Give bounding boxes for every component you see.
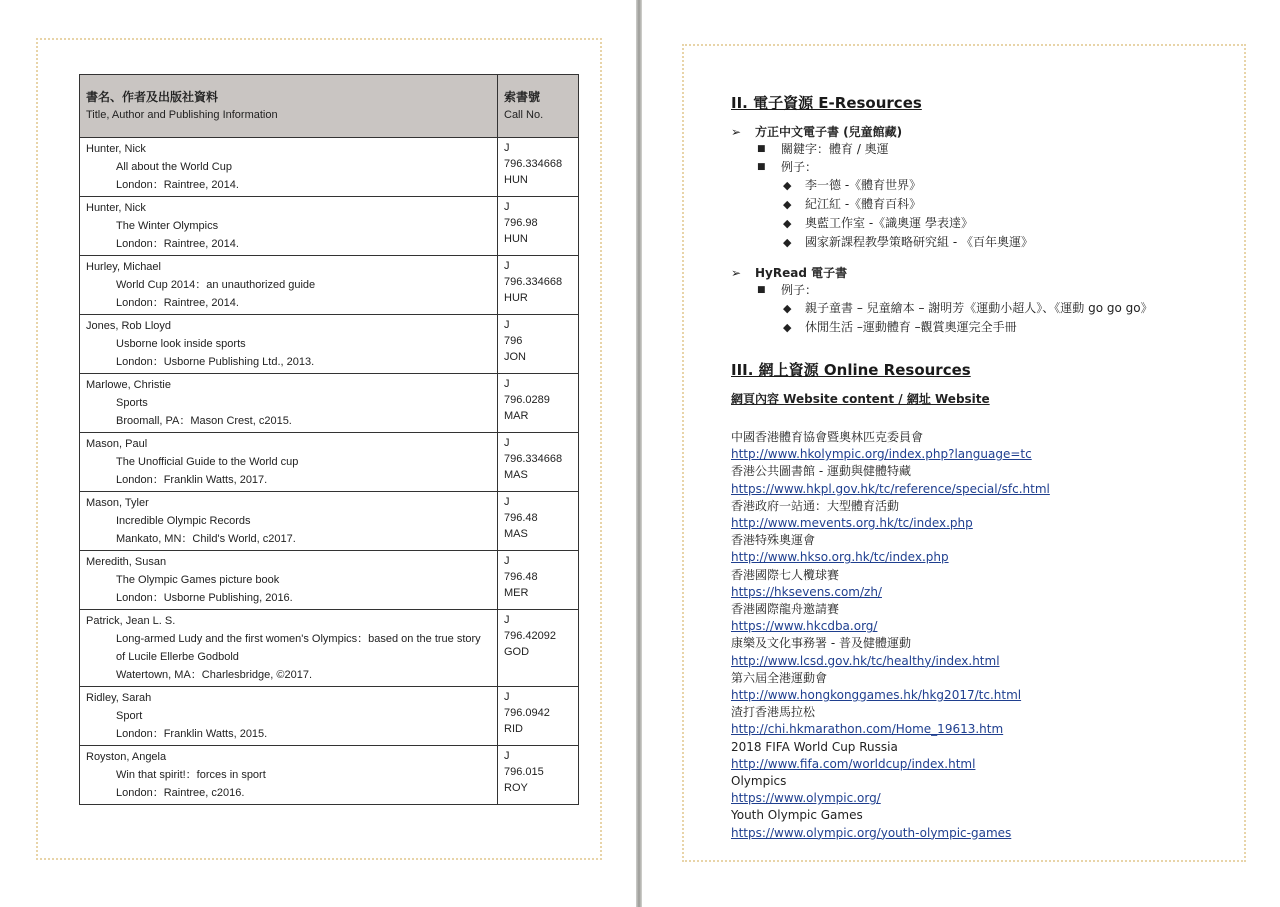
book-info-cell bbox=[80, 197, 498, 256]
website-columns-heading: 網頁內容 Website content / 網址 Website bbox=[731, 392, 990, 406]
fz-ebook-label: 方正中文電子書 (兒童館藏) bbox=[755, 125, 903, 139]
book-author: Hunter, Nick bbox=[86, 143, 146, 155]
website-link[interactable]: https://www.hkpl.gov.hk/tc/reference/special/sfc.html bbox=[731, 481, 1050, 496]
call-number-line: 796.334668 bbox=[504, 158, 563, 170]
right-page-content bbox=[731, 92, 1231, 842]
call-number-line: J bbox=[504, 437, 510, 449]
website-list bbox=[731, 429, 1231, 842]
book-title: The Olympic Games picture book bbox=[116, 574, 280, 586]
website-link[interactable]: https://www.hkcdba.org/ bbox=[731, 619, 878, 634]
title-header-en: Title, Author and Publishing Information bbox=[86, 109, 278, 121]
book-info-cell bbox=[80, 315, 498, 374]
table-row bbox=[80, 197, 579, 256]
call-column-header bbox=[498, 75, 579, 138]
book-publisher: Mankato, MN：Child's World, c2017. bbox=[116, 533, 296, 545]
table-row bbox=[80, 687, 579, 746]
call-number-line: 796.0289 bbox=[504, 394, 550, 406]
book-title: All about the World Cup bbox=[116, 161, 232, 173]
call-number-line: MAS bbox=[504, 528, 528, 540]
call-number-cell bbox=[498, 256, 579, 315]
book-publisher: London：Franklin Watts, 2015. bbox=[116, 728, 268, 740]
diamond-bullet-icon: ◆ bbox=[783, 302, 792, 315]
call-number-line: 796.015 bbox=[504, 766, 544, 778]
table-header-row bbox=[80, 75, 579, 138]
square-bullet-icon: ■ bbox=[757, 144, 766, 154]
book-info-cell bbox=[80, 138, 498, 197]
hyread-example-label: 例子： bbox=[781, 283, 818, 297]
fz-example-item bbox=[783, 214, 1231, 233]
book-publisher: Broomall, PA：Mason Crest, c2015. bbox=[116, 415, 292, 427]
website-name: 香港公共圖書館 - 運動與健體特藏 bbox=[731, 464, 911, 479]
book-info-cell bbox=[80, 433, 498, 492]
book-publisher: Watertown, MA：Charlesbridge, ©2017. bbox=[116, 669, 313, 681]
book-author: Hurley, Michael bbox=[86, 261, 161, 273]
call-number-line: 796.48 bbox=[504, 571, 538, 583]
book-publisher: London：Raintree, 2014. bbox=[116, 179, 239, 191]
title-header-zh: 書名、作者及出版社資料 bbox=[86, 90, 219, 104]
call-number-line: J bbox=[504, 319, 510, 331]
website-link[interactable]: http://chi.hkmarathon.com/Home_19613.htm bbox=[731, 722, 1004, 737]
hyread-example-item bbox=[783, 299, 1231, 318]
hyread-example-label-item bbox=[757, 281, 1231, 299]
call-number-line: GOD bbox=[504, 646, 530, 658]
website-link[interactable]: https://hksevens.com/zh/ bbox=[731, 584, 882, 599]
book-author: Marlowe, Christie bbox=[86, 379, 171, 391]
website-name: 香港政府一站通：大型體育活動 bbox=[731, 498, 900, 513]
book-title: Usborne look inside sports bbox=[116, 338, 246, 350]
call-number-line: J bbox=[504, 201, 510, 213]
call-number-line: HUR bbox=[504, 292, 528, 304]
diamond-bullet-icon: ◆ bbox=[783, 198, 792, 211]
book-publisher: London：Raintree, c2016. bbox=[116, 787, 245, 799]
call-number-cell bbox=[498, 374, 579, 433]
fz-example-text: 國家新課程教學策略研究組 - 《百年奧運》 bbox=[805, 235, 1033, 249]
book-author: Mason, Tyler bbox=[86, 497, 149, 509]
diamond-bullet-icon: ◆ bbox=[783, 217, 792, 230]
call-number-line: 796.0942 bbox=[504, 707, 550, 719]
website-name: 2018 FIFA World Cup Russia bbox=[731, 739, 898, 754]
call-number-line: 796.48 bbox=[504, 512, 538, 524]
book-title: Sports bbox=[116, 397, 148, 409]
title-column-header bbox=[80, 75, 498, 138]
diamond-bullet-icon: ◆ bbox=[783, 236, 792, 249]
call-number-line: 796.42092 bbox=[504, 630, 556, 642]
book-title: World Cup 2014：an unauthorized guide bbox=[116, 279, 316, 291]
hyread-example-text: 親子童書 – 兒童繪本 – 謝明芳《運動小超人》、《運動 go go go》 bbox=[805, 301, 1153, 315]
call-number-line: HUN bbox=[504, 233, 528, 245]
table-row bbox=[80, 138, 579, 197]
website-link[interactable]: http://www.hkso.org.hk/tc/index.php bbox=[731, 550, 949, 565]
book-info-cell bbox=[80, 256, 498, 315]
book-publisher: London：Usborne Publishing Ltd., 2013. bbox=[116, 356, 315, 368]
book-rows bbox=[80, 138, 579, 805]
call-number-cell bbox=[498, 687, 579, 746]
fz-example-item bbox=[783, 176, 1231, 195]
call-number-line: MAS bbox=[504, 469, 528, 481]
call-number-line: 796.334668 bbox=[504, 453, 563, 465]
call-number-line: 796.98 bbox=[504, 217, 538, 229]
hyread-ebook-label: HyRead 電子書 bbox=[755, 266, 848, 280]
call-header-zh: 索書號 bbox=[504, 90, 541, 104]
hyread-example-item bbox=[783, 318, 1231, 337]
call-header-en: Call No. bbox=[504, 109, 544, 121]
book-title: Sport bbox=[116, 710, 143, 722]
website-link[interactable]: https://www.olympic.org/ bbox=[731, 791, 881, 806]
call-number-line: J bbox=[504, 260, 510, 272]
call-number-line: J bbox=[504, 555, 510, 567]
call-number-cell bbox=[498, 315, 579, 374]
book-author: Patrick, Jean L. S. bbox=[86, 615, 176, 627]
call-number-line: J bbox=[504, 496, 510, 508]
website-name: Youth Olympic Games bbox=[731, 808, 863, 823]
book-author: Jones, Rob Lloyd bbox=[86, 320, 171, 332]
table-row bbox=[80, 746, 579, 805]
table-row bbox=[80, 256, 579, 315]
hyread-example-text: 休閒生活 –運動體育 –觀賞奧運完全手冊 bbox=[805, 320, 1017, 334]
book-title: The Unofficial Guide to the World cup bbox=[116, 456, 299, 468]
website-name: 香港特殊奧運會 bbox=[731, 533, 816, 548]
call-number-cell bbox=[498, 551, 579, 610]
website-name: 渣打香港馬拉松 bbox=[731, 705, 816, 720]
website-link[interactable]: http://www.hongkonggames.hk/hkg2017/tc.html bbox=[731, 688, 1022, 703]
table-row bbox=[80, 551, 579, 610]
table-row bbox=[80, 433, 579, 492]
book-author: Mason, Paul bbox=[86, 438, 148, 450]
website-link[interactable]: http://www.hkolympic.org/index.php?language=tc bbox=[731, 447, 1032, 462]
call-number-cell bbox=[498, 746, 579, 805]
table-row bbox=[80, 492, 579, 551]
website-name: 第六屆全港運動會 bbox=[731, 670, 828, 685]
fz-example-item bbox=[783, 233, 1231, 252]
call-number-line: 796.334668 bbox=[504, 276, 563, 288]
online-resources-heading: III. 網上資源 Online Resources bbox=[731, 361, 971, 379]
call-number-line: J bbox=[504, 142, 510, 154]
fz-ebook-item bbox=[731, 123, 1231, 140]
fz-example-text: 奧藍工作室 -《識奧運 學表達》 bbox=[805, 216, 973, 230]
book-publisher: London：Raintree, 2014. bbox=[116, 238, 239, 250]
call-number-cell bbox=[498, 138, 579, 197]
call-number-line: J bbox=[504, 378, 510, 390]
book-title: Long-armed Ludy and the first women's Olympics：based on the true story of Lucile Ellerbe Godbold bbox=[116, 633, 481, 663]
website-link[interactable]: https://www.olympic.org/youth-olympic-games bbox=[731, 825, 1012, 840]
book-title: Win that spirit!：forces in sport bbox=[116, 769, 266, 781]
hyread-ebook-item bbox=[731, 264, 1231, 281]
fz-example-label-item bbox=[757, 158, 1231, 176]
book-title: The Winter Olympics bbox=[116, 220, 219, 232]
call-number-cell bbox=[498, 610, 579, 687]
book-publisher: London：Raintree, 2014. bbox=[116, 297, 239, 309]
website-link[interactable]: http://www.fifa.com/worldcup/index.html bbox=[731, 756, 976, 771]
diamond-bullet-icon: ◆ bbox=[783, 321, 792, 334]
diamond-bullet-icon: ◆ bbox=[783, 179, 792, 192]
fz-keyword: 關鍵字：體育 / 奧運 bbox=[781, 142, 889, 156]
book-list-table bbox=[79, 74, 579, 805]
website-name: Olympics bbox=[731, 774, 787, 789]
book-info-cell bbox=[80, 374, 498, 433]
call-number-line: HUN bbox=[504, 174, 528, 186]
fz-example-text: 紀江紅 -《體育百科》 bbox=[805, 197, 922, 211]
book-info-cell bbox=[80, 492, 498, 551]
table-row bbox=[80, 315, 579, 374]
website-name: 香港國際七人欖球賽 bbox=[731, 567, 840, 582]
call-number-line: MER bbox=[504, 587, 529, 599]
book-author: Hunter, Nick bbox=[86, 202, 146, 214]
book-publisher: London：Usborne Publishing, 2016. bbox=[116, 592, 293, 604]
book-title: Incredible Olympic Records bbox=[116, 515, 251, 527]
fz-example-label: 例子： bbox=[781, 160, 818, 174]
website-name: 康樂及文化事務署 - 普及健體運動 bbox=[731, 636, 911, 651]
square-bullet-icon: ■ bbox=[757, 285, 766, 295]
fz-example-text: 李一德 -《體育世界》 bbox=[805, 178, 922, 192]
call-number-line: 796 bbox=[504, 335, 523, 347]
book-author: Royston, Angela bbox=[86, 751, 167, 763]
website-link[interactable]: http://www.mevents.org.hk/tc/index.php bbox=[731, 516, 973, 531]
table-row bbox=[80, 610, 579, 687]
website-name: 中國香港體育協會暨奧林匹克委員會 bbox=[731, 430, 924, 444]
call-number-line: J bbox=[504, 750, 510, 762]
fz-keyword-item bbox=[757, 140, 1231, 158]
website-name: 香港國際龍舟邀請賽 bbox=[731, 602, 840, 617]
book-info-cell bbox=[80, 610, 498, 687]
eresources-heading: II. 電子資源 E-Resources bbox=[731, 94, 922, 112]
square-bullet-icon: ■ bbox=[757, 162, 766, 172]
call-number-line: MAR bbox=[504, 410, 529, 422]
book-author: Ridley, Sarah bbox=[86, 692, 152, 704]
call-number-cell bbox=[498, 492, 579, 551]
arrow-bullet-icon: ➢ bbox=[731, 266, 742, 280]
call-number-line: RID bbox=[504, 723, 523, 735]
call-number-line: J bbox=[504, 614, 510, 626]
table-row bbox=[80, 374, 579, 433]
fz-example-item bbox=[783, 195, 1231, 214]
book-publisher: London：Franklin Watts, 2017. bbox=[116, 474, 268, 486]
website-link[interactable]: http://www.lcsd.gov.hk/tc/healthy/index.html bbox=[731, 653, 1000, 668]
book-author: Meredith, Susan bbox=[86, 556, 167, 568]
call-number-cell bbox=[498, 433, 579, 492]
book-info-cell bbox=[80, 551, 498, 610]
call-number-line: JON bbox=[504, 351, 526, 363]
call-number-line: ROY bbox=[504, 782, 528, 794]
book-info-cell bbox=[80, 687, 498, 746]
call-number-line: J bbox=[504, 691, 510, 703]
book-info-cell bbox=[80, 746, 498, 805]
arrow-bullet-icon: ➢ bbox=[731, 125, 742, 139]
call-number-cell bbox=[498, 197, 579, 256]
